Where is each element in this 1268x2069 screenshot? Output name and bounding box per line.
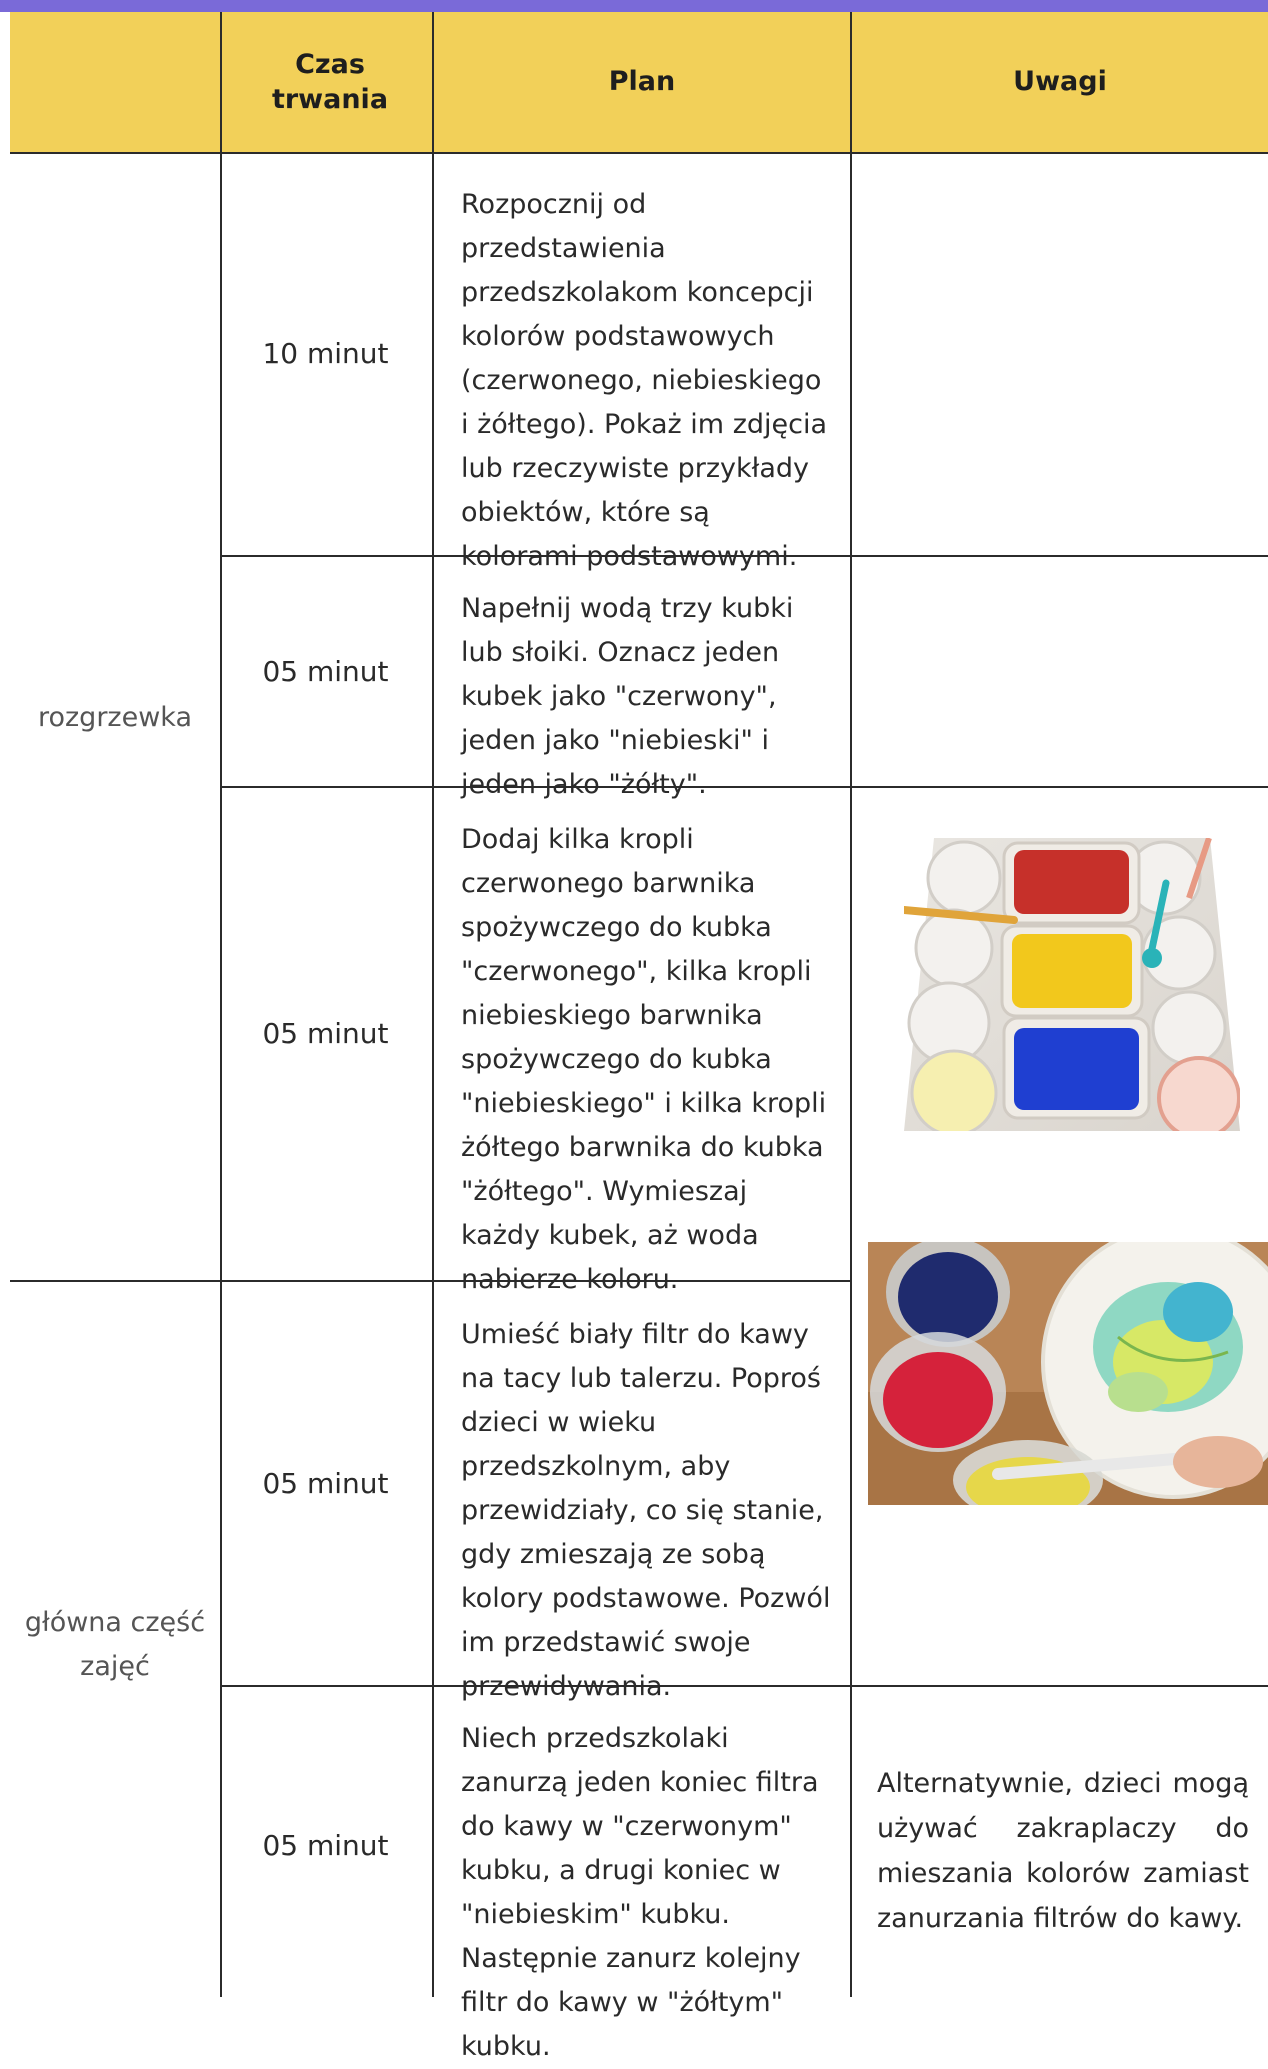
row-plan: Rozpocznij od przedstawienia przedszkolakom koncepcji kolorów podstawowych (czerwonego, niebieskiego i żółtego). Pokaż im zdjęcia lub rzeczywiste przykłady obiektów, które są kolorami podstawowymi. [461, 189, 828, 572]
top-accent-bar [0, 0, 1268, 12]
column-divider [220, 12, 222, 1997]
header-cell-stage [10, 12, 220, 152]
row-duration: 05 minut [262, 655, 389, 688]
coffee-filter-color-mixing-photo [868, 1242, 1268, 1505]
stage-label-main: główna część zajęć [24, 1607, 206, 1682]
header-plan: Plan [608, 66, 676, 98]
row-duration: 05 minut [262, 1017, 389, 1050]
row-plan: Napełnij wodą trzy kubki lub słoiki. Oznacz jeden kubek jako "czerwony", jeden jako "niebieski" i jeden jako "żółty". [461, 593, 794, 800]
column-divider [850, 12, 852, 1997]
row-notes: Alternatywnie, dzieci mogą używać zakraplaczy do mieszania kolorów zamiast zanurzania filtrów do kawy. [877, 1768, 1249, 1934]
header-notes: Uwagi [1013, 66, 1107, 98]
row-plan: Dodaj kilka kropli czerwonego barwnika spożywczego do kubka "czerwonego", kilka kropli niebieskiego barwnika spożywczego do kubka "niebieskiego" i kilka kropli żółtego barwnika do kubka "żółtego". Wymieszaj każdy kubek, aż woda nabierze koloru. [461, 824, 827, 1295]
row-plan: Niech przedszkolaki zanurzą jeden koniec filtra do kawy w "czerwonym" kubku, a drugi koniec w "niebieskim" kubku. Następnie zanurz kolejny filtr do kawy w "żółtym" kubku. [461, 1723, 819, 2062]
header-duration: Czas trwania [271, 48, 389, 115]
food-coloring-containers-photo [904, 838, 1240, 1131]
row-duration: 05 minut [262, 1467, 389, 1500]
row-duration: 05 minut [262, 1829, 389, 1862]
row-duration: 10 minut [262, 337, 389, 370]
stage-label-warmup: rozgrzewka [37, 702, 192, 733]
header-bottom-border [10, 152, 1268, 154]
column-divider [432, 12, 434, 1997]
row-plan: Umieść biały filtr do kawy na tacy lub talerzu. Poproś dzieci w wieku przedszkolnym, aby przewidziały, co się stanie, gdy zmieszają ze sobą kolory podstawowe. Pozwól im przedstawić swoje przewidywania. [461, 1319, 831, 1702]
